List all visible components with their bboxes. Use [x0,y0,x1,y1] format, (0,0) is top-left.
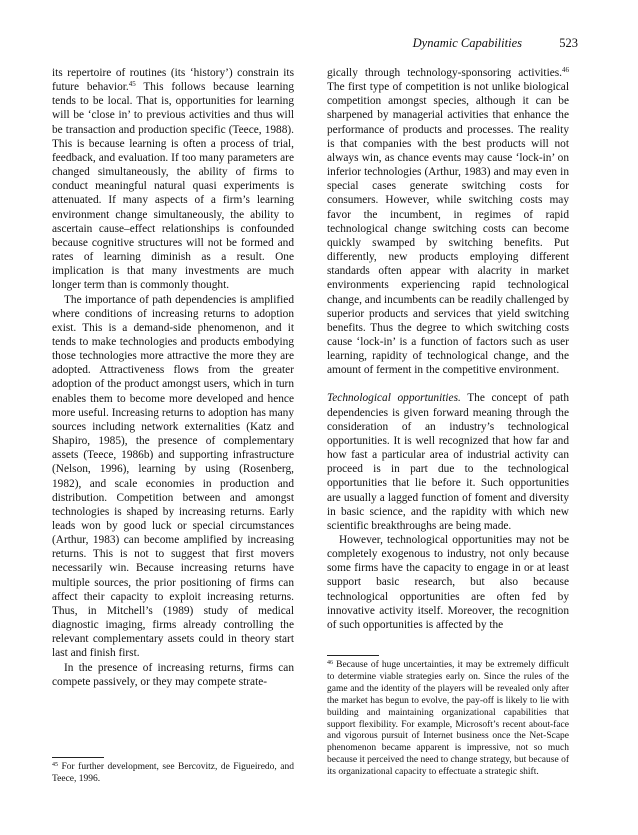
footnote-46-number: 46 [327,660,333,666]
right-p1-text-a: gically through technology-sponsoring activities. [327,67,562,79]
right-p2-text: The concept of path dependencies is given forward meaning through the consideration of an industry’s technological opportunities. It is well recognized that how far and how fast a particular area of industrial activity can proceed is in part due to the technological opportunities that lie before it. Such opportunities are usually a lagged function of foment and diversity in basic science, and the rapidity with which new scientific breakthroughs are being made. [327,392,569,532]
footnote-46-text: Because of huge uncertainties, it may be extremely difficult to determine viable strategies early on. Since the rules of the game and the identity of the players will be revealed only after the market has begun to evolve, the pay-off is likely to lie with building and maintaining organizational capabilities that support flexibility. For example, Microsoft’s recent about-face and vigorous pursuit of Internet business once the Net-Scape phenomenon became apparent is impressive, not so much because it perceived the need to change strategy, but because of its organizational capacity to effectuate a strategic shift. [327,660,569,778]
page-number: 523 [559,36,578,50]
left-p1-text-a: its repertoire of routines (its ‘history’) constrain its future behavior. [52,67,294,94]
section-heading-technological-opportunities: Technological opportunities. [327,392,461,405]
right-footnote-rule [327,655,379,656]
footnote-45 [52,762,294,786]
right-p1-text-b: The first type of competition is not unlike biological competition amongst species, although it can be sharpened by managerial activities that enhance the performance of products and processes. The reality is that companies with the best products will not always win, as chance events may cause ‘lock-in’ on inferior technologies (Arthur, 1983) and may even in special cases generate switching costs for consumers. However, while switching costs may favor the incumbent, in regimes of rapid technological change switching costs can become quickly swamped by switching benefits. Put differently, new products employing different standards often appear with alacrity in market environments experiencing rapid technological change, and incumbents can be readily challenged by superior products and services that yield switching benefits. Thus the degree to which switching costs cause ‘lock-in’ is a function of factors such as user learning, rapidity of technological change, and the amount of ferment in the competitive environment. [327,81,569,377]
left-paragraph-3: In the presence of increasing returns, firms can compete passively, or they may compete strate- [52,661,294,688]
left-footnote-rule [52,757,104,758]
right-paragraph-2 [327,391,569,533]
footnote-ref-45: 45 [128,80,136,89]
running-title: Dynamic Capabilities [412,36,522,50]
right-paragraph-1 [327,66,569,377]
left-column [52,66,294,689]
running-header [52,36,578,54]
left-paragraph-1 [52,66,294,293]
right-column [327,66,569,632]
left-paragraph-2: The importance of path dependencies is amplified where conditions of increasing returns to adoption exist. This is a demand-side phenomenon, and it tends to make technologies and products embodying those technologies more attractive the more they are adopted. Attractiveness flows from the greater adoption of the product amongst users, which in turn enables them to become more developed and hence more useful. Increasing returns to adoption has many sources including network externalities (Katz and Shapiro, 1985), the presence of complementary assets (Teece, 1986b) and supporting infrastructure (Nelson, 1996), learning by using (Rosenberg, 1982), and scale economies in production and distribution. Competition between and amongst technologies is shaped by increasing returns. Early leads won by good luck or special circumstances (Arthur, 1983) can become amplified by increasing returns. This is not to suggest that first movers necessarily win. Because increasing returns have multiple sources, the prior positioning of firms can affect their capacity to exploit increasing returns. Thus, in Mitchell’s (1989) study of medical diagnostic imaging, firms already controlling the relevant complementary assets could in theory start last and finish first. [52,293,294,660]
footnote-46 [327,660,569,779]
footnote-ref-46: 46 [562,66,569,74]
footnote-45-number: 45 [52,762,58,768]
right-paragraph-3: However, technological opportunities may not be completely exogenous to industry, not only because some firms have the capacity to engage in or at least support basic research, but also because technological opportunities are often fed by innovative activity itself. Moreover, the recognition of such opportunities is affected by the [327,534,569,631]
left-p1-text-b: This follows because learning tends to be local. That is, opportunities for learning will be ‘close in’ to previous activities and thus will be transaction and production specific (Teece, 1988). This is because learning is often a process of trial, feedback, and evaluation. If too many parameters are changed simultaneously, the ability of firms to conduct meaningful natural quasi experiments is attenuated. If many aspects of a firm’s learning environment change simultaneously, the ability to ascertain cause–effect relationships is confounded because cognitive structures will not be formed and rates of learning diminish as a result. One implication is that many investments are much longer term than is commonly thought. [52,81,294,292]
footnote-45-text: For further development, see Bercovitz, de Figueiredo, and Teece, 1996. [52,762,294,784]
